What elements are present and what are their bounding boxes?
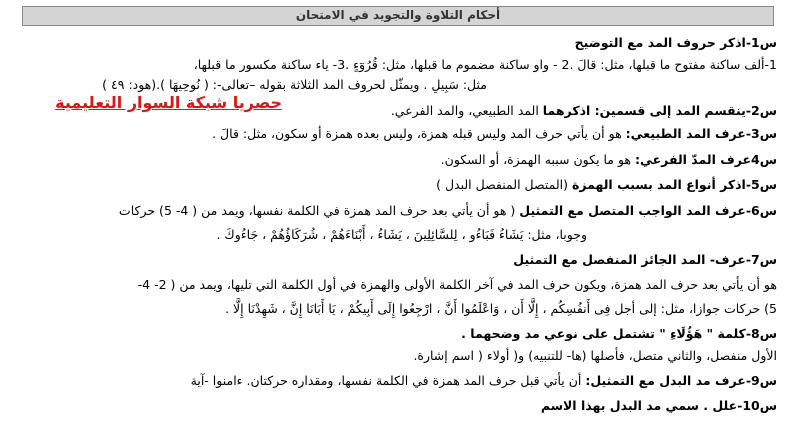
question-10-text: علل . سمي مد البدل بهذا الاسم (540, 398, 738, 413)
question-1 (8, 33, 777, 53)
page-title: أحكام التلاوة والتجويد في الامتحان (295, 8, 501, 22)
question-5-label: س5- (745, 177, 777, 192)
question-9-label: س9- (745, 373, 777, 388)
answer-1-line-1: 1-ألف ساكنة مفتوح ما قبلها، مثل: قالَ .2 - واو ساكنة مضموم ما قبلها، مثل: قُرُوٓءٍ .3- ياء ساكنة مكسور ما قبلها، (193, 57, 777, 72)
question-9 (8, 371, 777, 391)
question-5-text: اذكر أنواع المد بسبب الهمزة (571, 177, 746, 192)
answer-4: هو ما يكون سببه الهمزة، أو السكون. (440, 152, 635, 167)
question-2-label: س2- (745, 103, 777, 118)
question-8-label: س8- (745, 326, 777, 341)
question-6 (8, 201, 777, 221)
question-7-label: س7- (745, 252, 777, 267)
question-2 (8, 101, 777, 121)
question-3-label: س3- (745, 126, 777, 141)
question-6-label: س6- (745, 203, 777, 218)
question-9-text: عرف مد البدل مع التمثيل: (585, 373, 746, 388)
answer-9: أن يأتي قبل حرف المد همزة في الكلمة نفسها، ومقداره حركتان. ءامنوا -آية (190, 373, 586, 388)
question-10 (8, 396, 777, 416)
watermark-text: حصريا شبكة السوار التعليمية (55, 93, 282, 112)
question-8 (8, 324, 777, 344)
question-3 (8, 124, 777, 144)
question-6-text: عرف المد الواجب المتصل مع التمثيل (519, 203, 746, 218)
answer-6-line-1: ( هو أن يأتي بعد حرف المد همزة في الكلمة نفسها، ويمد من ( 4- 5) حركات (118, 203, 520, 218)
question-7 (8, 250, 777, 270)
answer-1-line-2: مثل: سَبِيلِ . ويمثّل لحروف المد الثلاثة بقوله –تعالى-: ( نُوحِيهَا ).(هود: ٤٩ ) (102, 77, 487, 92)
title-bar (22, 6, 774, 26)
question-4-label: س4 (751, 152, 777, 167)
question-3-text: عرف المد الطبيعي: (625, 126, 746, 141)
question-10-label: س10- (737, 398, 777, 413)
question-8-text: كلمة " هَؤُلَاءِ " تشتمل على نوعي مد وضحهما . (461, 326, 746, 341)
question-1-label: س1- (745, 35, 777, 50)
answer-5: (المتصل المنفصل البدل ) (436, 177, 572, 192)
answer-8: الأول منفصل، والثاني متصل، فأصلها (ها- للتنبيه) و( أولاء ( اسم إشارة. (413, 348, 777, 363)
answer-3: هو أن يأتي حرف المد وليس قبله همزة، وليس بعده همزة أو سكون، مثل: قالَ . (212, 126, 626, 141)
answer-2: المد الطبيعي، والمد الفرعي. (390, 103, 543, 118)
question-2-text: ينقسم المد إلى قسمين: اذكرهما (542, 103, 746, 118)
answer-7-line-1: هو أن يأتي بعد حرف المد همزة، ويكون حرف المد في آخر الكلمة الأولى والهمزة في أول الكلمة التي تليها، ويمد من ( 2- 4- (137, 277, 777, 292)
question-1-text: اذكر حروف المد مع التوضيح (574, 35, 746, 50)
question-5 (8, 175, 777, 195)
answer-6-line-2: وجوبا، مثل: يَشَاءُ فَبَاءُو ، لِلسَّائِلِينَ ، يَشَاءُ ، أَبْنَاءَهُمْ ، شُرَكَاؤُهُمْ ، جَاءُوكَ . (216, 227, 587, 242)
question-4 (8, 150, 777, 170)
question-4-text: عرف المدّ الفرعي: (634, 152, 752, 167)
question-7-text: عرف- المد الجائز المنفصل مع التمثيل (513, 252, 746, 267)
answer-7-line-2: 5) حركات جوازا، مثل: إلى أجل فِى أَنفُسِكُم ، إِلَّا أَن ، وَاعْلَمُوا أَنَّ ، ارْجِعُوا إِلَى أَبِيكُمْ ، يَا أَبَانَا إِنَّ ، شَهِدْنَا إِلَّا . (225, 301, 777, 316)
